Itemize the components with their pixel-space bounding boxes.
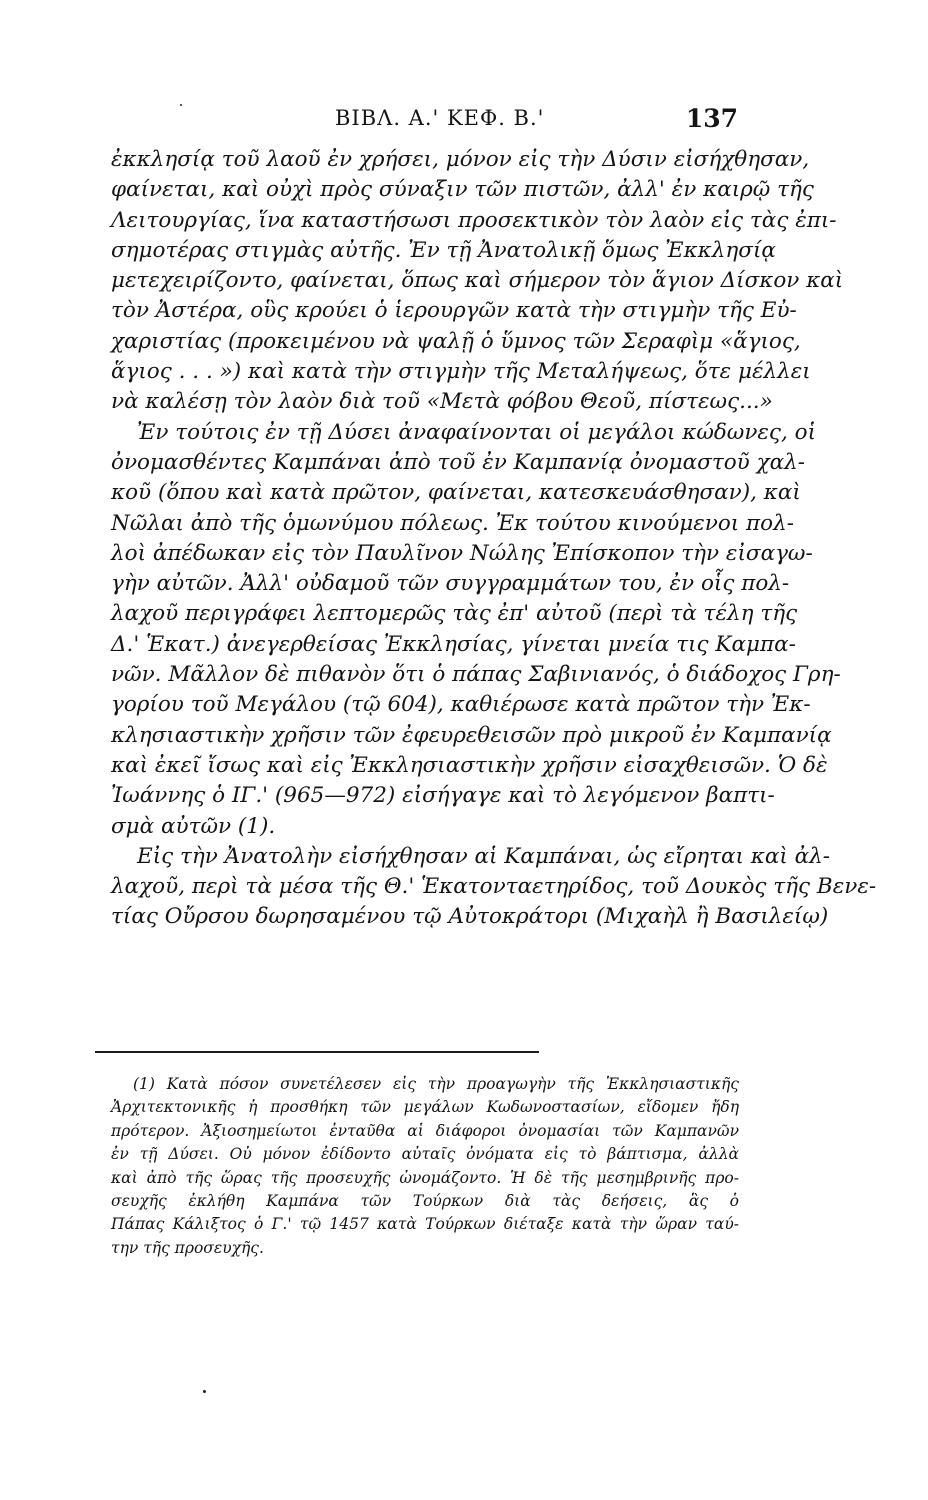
running-head bbox=[110, 104, 740, 134]
body-line: Ἰωάννης ὁ ΙΓ.' (965—972) εἰσήγαγε καὶ τὸ λεγόμενον βαπτι- bbox=[111, 783, 775, 809]
body-line: τίας Οὔρσου δωρησαμένου τῷ Αὐτοκράτορι (Μιχαὴλ ἢ Βασιλείῳ) bbox=[111, 904, 829, 930]
footnote-line: καὶ ἀπὸ τῆς ὥρας τῆς προσευχῆς ὠνομάζοντο. Ἡ δὲ τῆς μεσημβρινῆς προ- bbox=[111, 1168, 739, 1187]
footnote-line: (1) Κατὰ πόσον συνετέλεσεν εἰς τὴν προαγωγὴν τῆς Ἐκκλησιαστικῆς bbox=[133, 1075, 739, 1093]
body-line: γορίου τοῦ Μεγάλου (τῷ 604), καθιέρωσε κατὰ πρῶτον τὴν Ἐκ- bbox=[111, 692, 811, 718]
body-line: λοὶ ἀπέδωκαν εἰς τὸν Παυλῖνον Νώλης Ἐπίσκοπον τὴν εἰσαγω- bbox=[111, 540, 813, 566]
body-line: κοῦ (ὅπου καὶ κατὰ πρῶτον, φαίνεται, κατεσκευάσθησαν), καὶ bbox=[111, 480, 801, 506]
ink-speck bbox=[203, 1390, 206, 1393]
footnotes bbox=[111, 1073, 739, 1260]
body-line: ἐκκλησίᾳ τοῦ λαοῦ ἐν χρήσει, μόνον εἰς τὴν Δύσιν εἰσήχθησαν, bbox=[111, 147, 810, 172]
body-line: Ἐν τούτοις ἐν τῇ Δύσει ἀναφαίνονται οἱ μεγάλοι κώδωνες, οἱ bbox=[137, 419, 817, 445]
footnote-line: Πάπας Κάλιξτος ὁ Γ.' τῷ 1457 κατὰ Τούρκων διέταξε κατὰ τὴν ὥραν ταύ- bbox=[111, 1215, 739, 1234]
body-line: γὴν αὐτῶν. Ἀλλ' οὐδαμοῦ τῶν συγγραμμάτων του, ἐν οἷς πολ- bbox=[111, 571, 790, 597]
body-line: λαχοῦ περιγράφει λεπτομερῶς τὰς ἐπ' αὐτοῦ (περὶ τὰ τέλη τῆς bbox=[111, 601, 798, 627]
body-line: μετεχειρίζοντο, φαίνεται, ὅπως καὶ σήμερον τὸν ἅγιον Δίσκον καὶ bbox=[111, 268, 844, 294]
running-head-title: ΒΙΒΛ. Α.' ΚΕΦ. Β.' bbox=[335, 106, 545, 130]
footnote-line: Ἀρχιτεκτονικῆς ἡ προσθήκη τῶν μεγάλων Κωδωνοστασίων, εἴδομεν ἤδη bbox=[111, 1098, 739, 1117]
body-line: σμὰ αὐτῶν (1). bbox=[111, 813, 276, 839]
body-line: Δ.' Ἑκατ.) ἀνεγερθείσας Ἐκκλησίας, γίνεται μνεία τις Καμπα- bbox=[111, 631, 796, 657]
body-line: κλησιαστικὴν χρῆσιν τῶν ἐφευρεθεισῶν πρὸ μικροῦ ἐν Καμπανίᾳ bbox=[111, 722, 832, 748]
body-line: χαριστίας (προκειμένου νὰ ψαλῇ ὁ ὕμνος τῶν Σεραφὶμ «ἅγιος, bbox=[111, 328, 801, 354]
body-line: ἅγιος . . . ») καὶ κατὰ τὴν στιγμὴν τῆς Μεταλήψεως, ὅτε μέλλει bbox=[111, 359, 811, 385]
body-line: Λειτουργίας, ἵνα καταστήσωσι προσεκτικὸν τὸν λαὸν εἰς τὰς ἐπι- bbox=[111, 207, 837, 233]
body-text bbox=[111, 145, 877, 933]
body-line: σημοτέρας στιγμὰς αὐτῆς. Ἐν τῇ Ἀνατολικῇ ὅμως Ἐκκλησίᾳ bbox=[111, 237, 776, 263]
body-line: Εἰς τὴν Ἀνατολὴν εἰσήχθησαν αἱ Καμπάναι, ὡς εἴρηται καὶ ἀλ- bbox=[137, 843, 831, 869]
body-line: φαίνεται, καὶ οὐχὶ πρὸς σύναξιν τῶν πιστῶν, ἀλλ' ἐν καιρῷ τῆς bbox=[111, 177, 814, 203]
footnote-line: πρότερον. Ἀξιοσημείωτοι ἐνταῦθα αἱ διάφοροι ὀνομασίαι τῶν Καμπανῶν bbox=[111, 1121, 739, 1140]
body-line: καὶ ἐκεῖ ἴσως καὶ εἰς Ἐκκλησιαστικὴν χρῆσιν εἰσαχθεισῶν. Ὁ δὲ bbox=[111, 752, 828, 778]
page-number: 137 bbox=[685, 104, 738, 133]
footnote-divider bbox=[95, 1051, 539, 1053]
body-line: νὰ καλέσῃ τὸν λαὸν διὰ τοῦ «Μετὰ φόβου Θεοῦ, πίστεως...» bbox=[111, 389, 773, 415]
footnote-line: την τῆς προσευχῆς. bbox=[111, 1238, 264, 1257]
ink-speck bbox=[180, 104, 182, 106]
body-line: λαχοῦ, περὶ τὰ μέσα τῆς Θ.' Ἑκατονταετηρίδος, τοῦ Δουκὸς τῆς Βενε- bbox=[111, 874, 877, 900]
body-line: νῶν. Μᾶλλον δὲ πιθανὸν ὅτι ὁ πάπας Σαβινιανός, ὁ διάδοχος Γρη- bbox=[111, 662, 841, 688]
body-line: ὀνομασθέντες Καμπάναι ἀπὸ τοῦ ἐν Καμπανίᾳ ὀνομαστοῦ χαλ- bbox=[111, 449, 806, 475]
body-line: τὸν Ἀστέρα, οὓς κρούει ὁ ἱερουργῶν κατὰ τὴν στιγμὴν τῆς Εὐ- bbox=[111, 298, 797, 324]
footnote-line: ἐν τῇ Δύσει. Οὐ μόνον ἐδίδοντο αὐταῖς ὀνόματα εἰς τὸ βάπτισμα, ἀλλὰ bbox=[111, 1145, 739, 1164]
footnote-line: σευχῆς ἐκλήθη Καμπάνα τῶν Τούρκων διὰ τὰς δεήσεις, ἃς ὁ bbox=[111, 1191, 739, 1210]
body-line: Νῶλαι ἀπὸ τῆς ὁμωνύμου πόλεως. Ἐκ τούτου κινούμενοι πολ- bbox=[111, 510, 795, 536]
